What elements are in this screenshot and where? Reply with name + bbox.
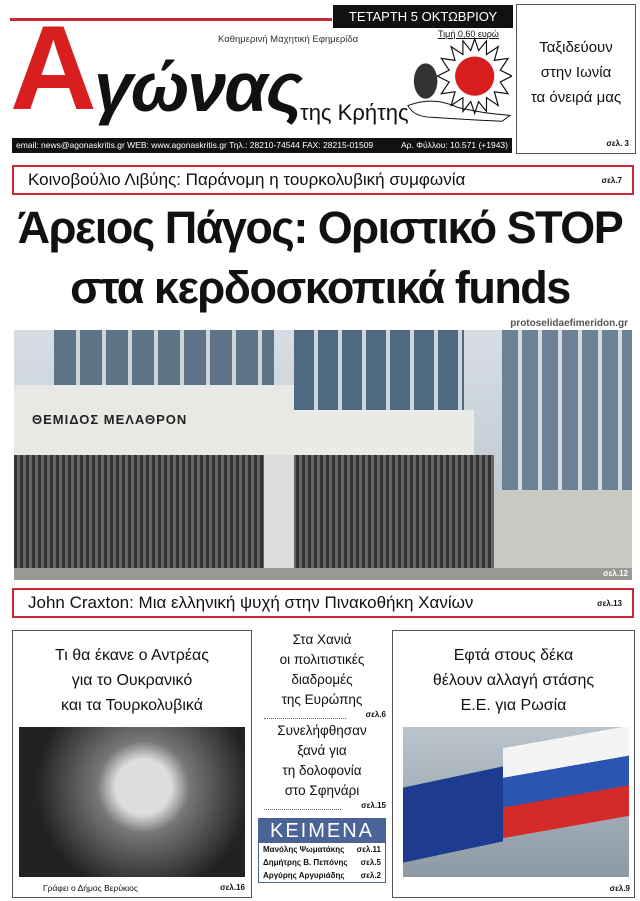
teaser-box[interactable] — [516, 4, 636, 154]
keimena-box — [258, 818, 386, 883]
russia-flag-icon — [503, 727, 629, 838]
story-line: Εφτά στους δέκα — [453, 647, 574, 664]
story-right[interactable] — [392, 630, 635, 898]
story-left[interactable] — [12, 630, 252, 898]
teaser-line: Ταξιδεύουν — [539, 39, 613, 56]
keimena-row[interactable] — [259, 856, 385, 869]
eu-flag-icon — [403, 766, 503, 862]
main-headline[interactable] — [0, 198, 640, 318]
teaser-line: τα όνειρά μας — [530, 89, 622, 106]
author-name: Αργύρης Αργυριάδης — [263, 871, 345, 880]
story-line: στο Σφηνάρι — [284, 783, 360, 798]
author-caption: Γράφει ο Δήμος Βερύκιος — [43, 883, 138, 893]
middle-column — [258, 630, 386, 898]
sun-emblem-icon — [404, 36, 512, 126]
flags-photo — [403, 727, 629, 877]
keimena-row[interactable] — [259, 869, 385, 882]
contact-bar — [12, 138, 512, 153]
issue-date: ΤΕΤΑΡΤΗ 5 ΟΚΤΩΒΡΙΟΥ 2022 — [333, 5, 513, 28]
court-building-photo — [14, 330, 632, 580]
page-ref: σελ.9 — [609, 884, 630, 893]
issue-number: Αρ. Φύλλου: 10.571 (+1943) — [400, 140, 508, 150]
page-ref: σελ.5 — [360, 858, 381, 867]
logo-subtitle: της Κρήτης — [300, 100, 409, 125]
story-line: ξανά για — [297, 743, 347, 758]
page-ref: σελ.13 — [597, 598, 622, 608]
story-line: οι πολιτιστικές — [279, 652, 365, 667]
teaser-line: στην Ιωνία — [540, 64, 612, 81]
portrait-photo — [19, 727, 245, 877]
story-line: Συνελήφθησαν — [277, 723, 367, 738]
price: Τιμή 0,60 ευρώ — [438, 29, 499, 39]
story-line: Τι θα έκανε ο Αντρέας — [55, 647, 209, 664]
page-ref: σελ. 3 — [606, 139, 629, 148]
author-name: Δημήτρης Β. Πεπόνης — [263, 858, 348, 867]
story-line: τη δολοφονία — [282, 763, 362, 778]
story-line: διαδρομές — [291, 672, 353, 687]
banner-text: Κοινοβούλιο Λιβύης: Παράνομη η τουρκολυβική συμφωνία — [28, 170, 466, 189]
logo-letter: Α — [10, 1, 97, 135]
story-line: Ε.Ε. για Ρωσία — [460, 697, 567, 714]
page-ref: σελ.12 — [603, 569, 628, 578]
building-sign: ΘΕΜΙΔΟΣ ΜΕΛΑΘΡΟΝ — [32, 412, 188, 427]
contact-info: email: news@agonaskritis.gr WEB: www.agonaskritis.gr Τηλ.: 28210-74544 FAX: 28215-01509 — [16, 140, 374, 150]
author-name: Μανόλης Ψωματάκης — [263, 845, 345, 854]
page-ref: σελ.2 — [360, 871, 381, 880]
watermark: protoselidaefimeridon.gr — [510, 318, 628, 329]
logo-text: γώνας — [94, 48, 301, 126]
page-ref: σελ.15 — [361, 801, 386, 810]
page-ref: σελ.6 — [365, 710, 386, 719]
story-chania[interactable] — [258, 630, 386, 719]
story-line: και τα Τουρκολυβικά — [61, 697, 203, 714]
banner-libya[interactable] — [12, 165, 634, 195]
keimena-row[interactable] — [259, 843, 385, 856]
story-line: θέλουν αλλαγή στάσης — [432, 672, 595, 689]
story-line: της Ευρώπης — [281, 692, 363, 707]
banner-text: John Craxton: Μια ελληνική ψυχή στην Πινακοθήκη Χανίων — [28, 593, 474, 612]
headline-line: Άρειος Πάγος: Οριστικό STOP — [17, 202, 623, 253]
story-sfinari[interactable] — [258, 721, 386, 810]
banner-craxton[interactable] — [12, 588, 634, 618]
motto: Καθημερινή Μαχητική Εφημερίδα — [218, 34, 359, 45]
page-ref: σελ.16 — [220, 883, 245, 892]
page-ref: σελ.7 — [601, 175, 622, 185]
story-line: για το Ουκρανικό — [71, 672, 193, 689]
headline-line: στα κερδοσκοπικά funds — [70, 262, 570, 313]
page-ref: σελ.11 — [356, 845, 381, 854]
story-line: Στα Χανιά — [292, 632, 352, 647]
keimena-title: ΚΕΙΜΕΝΑ — [259, 819, 385, 843]
